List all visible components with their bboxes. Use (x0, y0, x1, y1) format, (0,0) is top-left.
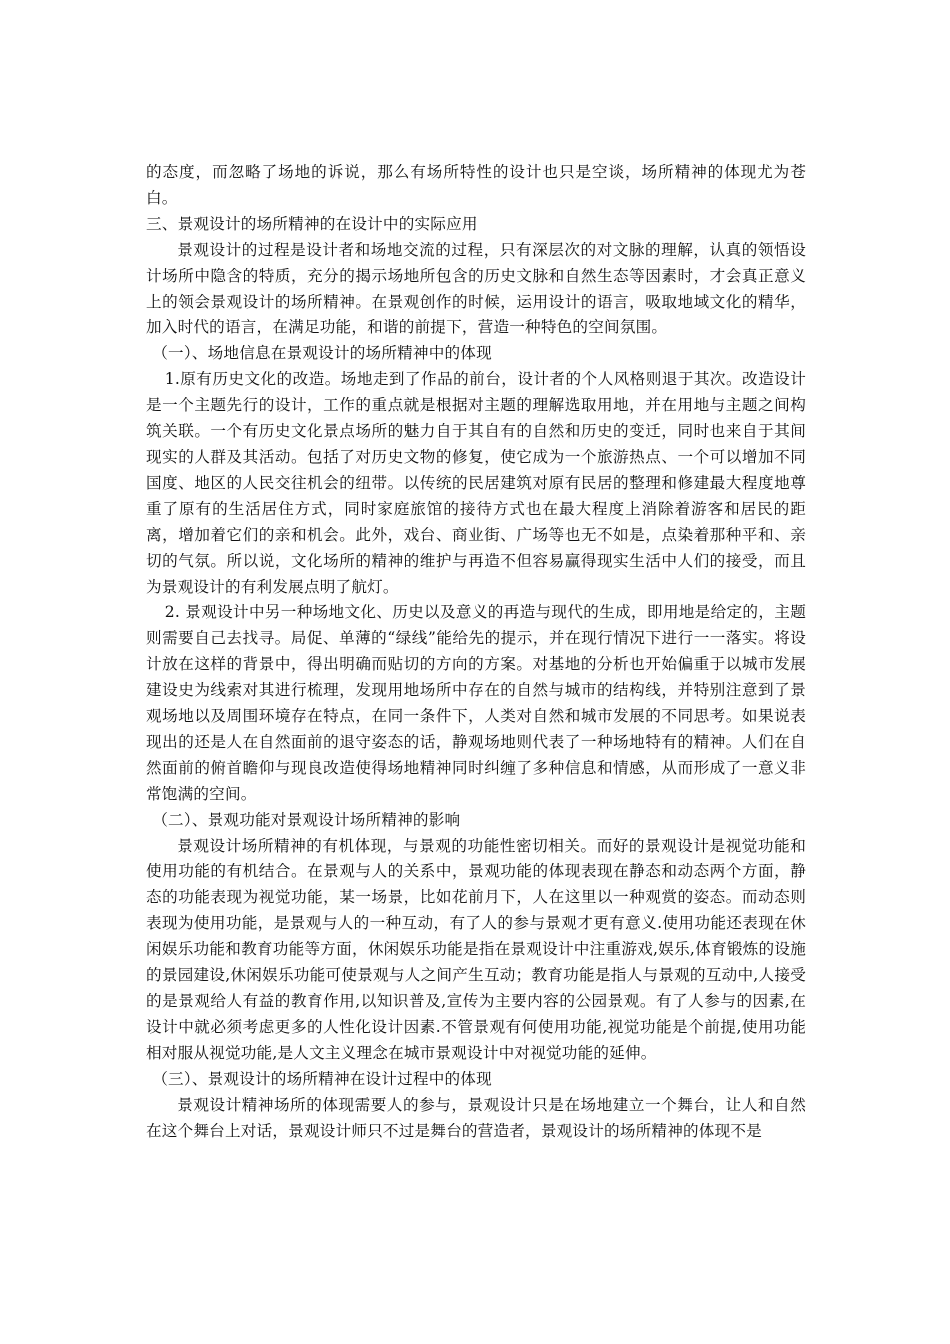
subsection-heading-3: （三）、景观设计的场所精神在设计过程中的体现 (152, 1069, 492, 1088)
paragraph-point-1: 1.原有历史文化的改造。场地走到了作品的前台，设计者的个人风格则退于其次。改造设计是一个主题先行的设计，工作的重点就是根据对主题的理解选取用地，并在用地与主题之间构筑关联。一个有历史文化景点场所的魅力自于其自有的自然和历史的变迁，同时也来自于其间现实的人群及其活动。包括了对历史文物的修复，使它成为一个旅游热点、一个可以增加不同国度、地区的人民交往机会的纽带。以传统的民居建筑对原有民居的整理和修建最大程度地尊重了原有的生活居住方式，同时家庭旅馆的接待方式也在最大程度上消除着游客和居民的距离，增加着它们的亲和机会。此外，戏台、商业街、广场等也无不如是，点染着那种平和、亲切的气氛。所以说，文化场所的精神的维护与再造不但容易赢得现实生活中人们的接受，而且为景观设计的有利发展点明了航灯。 (146, 370, 806, 596)
paragraph-point-2: 2. 景观设计中另一种场地文化、历史以及意义的再造与现代的生成，即用地是给定的，主题则需要自己去找寻。局促、单薄的“绿线”能给先的提示，并在现行情况下进行一一落实。将设计放在这样的背景中，得出明确而贴切的方向的方案。对基地的分析也开始偏重于以城市发展建设史为线索对其进行梳理，发现用地场所中存在的自然与城市的结构线，并特别注意到了景观场地以及周围环境存在特点，在同一条件下，人类对自然和城市发展的不同思考。如果说表现出的还是人在自然面前的退守姿态的话，静观场地则代表了一种场地特有的精神。人们在自然面前的俯首瞻仰与现良改造使得场地精神同时纠缠了多种信息和情感，从而形成了一意义非常饱满的空间。 (146, 603, 806, 803)
paragraph-function: 景观设计场所精神的有机体现，与景观的功能性密切相关。而好的景观设计是视觉功能和使用功能的有机结合。在景观与人的关系中，景观功能的体现表现在静态和动态两个方面，静态的功能表现为视觉功能，某一场景，比如花前月下，人在这里以一种观赏的姿态。而动态则表现为使用功能，是景观与人的一种互动，有了人的参与景观才更有意义.使用功能还表现在休闲娱乐功能和教育功能等方面，休闲娱乐功能是指在景观设计中注重游戏,娱乐,体育锻炼的设施的景园建设,休闲娱乐功能可使景观与人之间产生互动；教育功能是指人与景观的互动中,人接受的是景观给人有益的教育作用,以知识普及,宣传为主要内容的公园景观。有了人参与的因素,在设计中就必须考虑更多的人性化设计因素.不管景观有何使用功能,视觉功能是个前提,使用功能相对服从视觉功能,是人文主义理念在城市景观设计中对视觉功能的延伸。 (146, 836, 806, 1062)
subsection-heading-1: （一）、场地信息在景观设计的场所精神中的体现 (152, 344, 492, 363)
paragraph-intro: 景观设计的过程是设计者和场地交流的过程，只有深层次的对文脉的理解，认真的领悟设计场所中隐含的特质，充分的揭示场地所包含的历史文脉和自然生态等因素时，才会真正意义上的领会景观设计的场所精神。在景观创作的时候，运用设计的语言，吸取地域文化的精华，加入时代的语言，在满足功能，和谐的前提下，营造一种特色的空间氛围。 (146, 240, 806, 337)
paragraph-continued: 的态度，而忽略了场地的诉说，那么有场所特性的设计也只是空谈，场所精神的体现尤为苍白。 (146, 163, 806, 207)
document-page (146, 160, 806, 1144)
paragraph-process: 景观设计精神场所的体现需要人的参与，景观设计只是在场地建立一个舞台，让人和自然在这个舞台上对话，景观设计师只不过是舞台的营造者，景观设计的场所精神的体现不是 (146, 1095, 806, 1140)
section-heading-3: 三、景观设计的场所精神的在设计中的实际应用 (146, 214, 478, 233)
subsection-heading-2: （二）、景观功能对景观设计场所精神的影响 (152, 810, 461, 829)
